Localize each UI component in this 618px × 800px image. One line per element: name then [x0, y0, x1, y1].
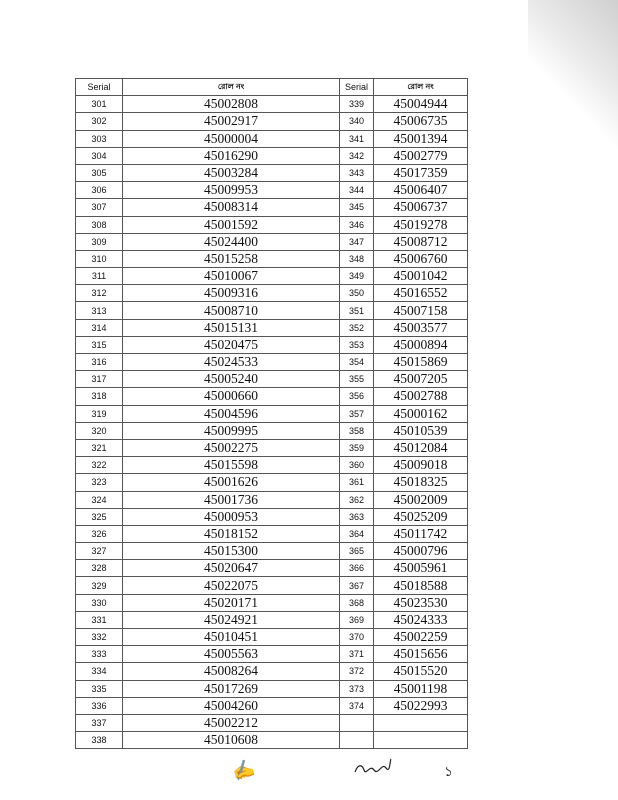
roll-cell: 45015300: [123, 543, 340, 560]
roll-cell: 45003577: [374, 319, 468, 336]
roll-cell: 45023530: [374, 594, 468, 611]
serial-cell: 358: [340, 422, 374, 439]
roll-cell: 45001736: [123, 491, 340, 508]
serial-cell: 303: [76, 130, 123, 147]
roll-header: রোল নং: [123, 79, 340, 96]
serial-cell: 360: [340, 457, 374, 474]
serial-cell: 373: [340, 680, 374, 697]
roll-cell: 45024533: [123, 354, 340, 371]
signature-1: ✍: [229, 756, 258, 785]
roll-cell: 45018588: [374, 577, 468, 594]
roll-cell: 45003284: [123, 164, 340, 181]
serial-cell: 333: [76, 646, 123, 663]
roll-cell: 45000796: [374, 543, 468, 560]
serial-cell: 372: [340, 663, 374, 680]
roll-cell: 45017269: [123, 680, 340, 697]
table-row: [76, 422, 468, 439]
roll-cell: 45020171: [123, 594, 340, 611]
roll-cell: 45009953: [123, 182, 340, 199]
table-row: [76, 680, 468, 697]
serial-cell: 328: [76, 560, 123, 577]
serial-cell: 324: [76, 491, 123, 508]
serial-cell: 313: [76, 302, 123, 319]
table-row: [76, 164, 468, 181]
roll-cell: 45006737: [374, 199, 468, 216]
serial-cell: 367: [340, 577, 374, 594]
serial-cell: 366: [340, 560, 374, 577]
serial-cell: 325: [76, 508, 123, 525]
roll-cell: 45006735: [374, 113, 468, 130]
serial-cell: 318: [76, 388, 123, 405]
table-row: [76, 491, 468, 508]
roll-cell: 45009018: [374, 457, 468, 474]
roll-cell: 45008712: [374, 233, 468, 250]
roll-cell: 45001198: [374, 680, 468, 697]
roll-cell: 45018152: [123, 525, 340, 542]
table-row: [76, 508, 468, 525]
serial-cell: 350: [340, 285, 374, 302]
serial-cell: 364: [340, 525, 374, 542]
serial-cell: [340, 714, 374, 731]
table-row: [76, 388, 468, 405]
roll-cell: 45002779: [374, 147, 468, 164]
serial-cell: 369: [340, 611, 374, 628]
table-row: [76, 405, 468, 422]
roll-cell: 45022993: [374, 697, 468, 714]
serial-cell: 319: [76, 405, 123, 422]
roll-cell: 45000953: [123, 508, 340, 525]
serial-cell: 331: [76, 611, 123, 628]
roll-cell: 45005563: [123, 646, 340, 663]
serial-cell: 323: [76, 474, 123, 491]
serial-cell: 359: [340, 439, 374, 456]
table-row: [76, 371, 468, 388]
table-row: [76, 285, 468, 302]
roll-cell: [374, 732, 468, 749]
roll-cell: 45000162: [374, 405, 468, 422]
serial-cell: 370: [340, 629, 374, 646]
serial-header: Serial: [76, 79, 123, 96]
table-row: [76, 250, 468, 267]
table-row: [76, 663, 468, 680]
roll-cell: 45008264: [123, 663, 340, 680]
roll-cell: 45002259: [374, 629, 468, 646]
roll-cell: 45010608: [123, 732, 340, 749]
table-row: [76, 268, 468, 285]
table-row: [76, 336, 468, 353]
serial-cell: 308: [76, 216, 123, 233]
roll-cell: 45015598: [123, 457, 340, 474]
table-row: [76, 439, 468, 456]
serial-cell: 330: [76, 594, 123, 611]
serial-cell: 317: [76, 371, 123, 388]
serial-cell: 356: [340, 388, 374, 405]
serial-cell: 335: [76, 680, 123, 697]
roll-cell: 45002808: [123, 96, 340, 113]
table-row: [76, 525, 468, 542]
roll-cell: 45015258: [123, 250, 340, 267]
serial-cell: 339: [340, 96, 374, 113]
table-row: [76, 646, 468, 663]
table-row: [76, 577, 468, 594]
serial-cell: 312: [76, 285, 123, 302]
roll-cell: 45024333: [374, 611, 468, 628]
serial-cell: 320: [76, 422, 123, 439]
roll-table: [75, 78, 468, 749]
roll-cell: 45020475: [123, 336, 340, 353]
roll-cell: 45011742: [374, 525, 468, 542]
serial-cell: 352: [340, 319, 374, 336]
table-row: [76, 714, 468, 731]
roll-cell: 45002917: [123, 113, 340, 130]
serial-cell: 354: [340, 354, 374, 371]
table-row: [76, 199, 468, 216]
roll-cell: 45006760: [374, 250, 468, 267]
page-number: ১: [444, 764, 454, 780]
table-row: [76, 216, 468, 233]
table-row: [76, 629, 468, 646]
serial-cell: 316: [76, 354, 123, 371]
table-row: [76, 594, 468, 611]
roll-cell: 45024921: [123, 611, 340, 628]
serial-cell: 309: [76, 233, 123, 250]
roll-cell: 45010067: [123, 268, 340, 285]
roll-cell: 45008314: [123, 199, 340, 216]
serial-cell: 311: [76, 268, 123, 285]
serial-cell: 351: [340, 302, 374, 319]
table-row: [76, 732, 468, 749]
roll-cell: 45015131: [123, 319, 340, 336]
serial-cell: 326: [76, 525, 123, 542]
serial-cell: 329: [76, 577, 123, 594]
table-header-row: [76, 79, 468, 96]
serial-cell: 353: [340, 336, 374, 353]
serial-cell: 327: [76, 543, 123, 560]
serial-cell: 332: [76, 629, 123, 646]
roll-cell: [374, 714, 468, 731]
roll-cell: 45015869: [374, 354, 468, 371]
roll-cell: 45005961: [374, 560, 468, 577]
serial-cell: 315: [76, 336, 123, 353]
roll-cell: 45001394: [374, 130, 468, 147]
roll-cell: 45019278: [374, 216, 468, 233]
table-row: [76, 302, 468, 319]
roll-cell: 45015656: [374, 646, 468, 663]
roll-cell: 45017359: [374, 164, 468, 181]
roll-cell: 45016290: [123, 147, 340, 164]
serial-cell: 302: [76, 113, 123, 130]
serial-cell: 343: [340, 164, 374, 181]
roll-cell: 45008710: [123, 302, 340, 319]
table-row: [76, 130, 468, 147]
serial-cell: 314: [76, 319, 123, 336]
serial-cell: 371: [340, 646, 374, 663]
roll-cell: 45007205: [374, 371, 468, 388]
serial-cell: 305: [76, 164, 123, 181]
serial-cell: 307: [76, 199, 123, 216]
serial-cell: 374: [340, 697, 374, 714]
serial-cell: 306: [76, 182, 123, 199]
roll-cell: 45004260: [123, 697, 340, 714]
serial-cell: 340: [340, 113, 374, 130]
table-row: [76, 319, 468, 336]
serial-cell: 365: [340, 543, 374, 560]
serial-cell: 349: [340, 268, 374, 285]
table-row: [76, 697, 468, 714]
table-row: [76, 354, 468, 371]
serial-cell: 301: [76, 96, 123, 113]
roll-cell: 45015520: [374, 663, 468, 680]
roll-cell: 45022075: [123, 577, 340, 594]
roll-cell: 45016552: [374, 285, 468, 302]
serial-cell: 357: [340, 405, 374, 422]
roll-cell: 45000004: [123, 130, 340, 147]
table-row: [76, 543, 468, 560]
serial-header-2: Serial: [340, 79, 374, 96]
serial-cell: 347: [340, 233, 374, 250]
roll-cell: 45001592: [123, 216, 340, 233]
roll-cell: 45009316: [123, 285, 340, 302]
serial-cell: 348: [340, 250, 374, 267]
roll-cell: 45007158: [374, 302, 468, 319]
serial-cell: 322: [76, 457, 123, 474]
roll-cell: 45000660: [123, 388, 340, 405]
roll-cell: 45025209: [374, 508, 468, 525]
roll-cell: 45002212: [123, 714, 340, 731]
serial-cell: 362: [340, 491, 374, 508]
serial-cell: 355: [340, 371, 374, 388]
roll-cell: 45009995: [123, 422, 340, 439]
table-row: [76, 182, 468, 199]
roll-cell: 45006407: [374, 182, 468, 199]
serial-cell: [340, 732, 374, 749]
table-row: [76, 474, 468, 491]
serial-cell: 337: [76, 714, 123, 731]
roll-cell: 45020647: [123, 560, 340, 577]
roll-cell: 45000894: [374, 336, 468, 353]
roll-header-2: রোল নং: [374, 79, 468, 96]
signature-2: [352, 758, 392, 778]
roll-cell: 45010539: [374, 422, 468, 439]
page-curl-shadow: [528, 0, 618, 160]
roll-cell: 45010451: [123, 629, 340, 646]
table-row: [76, 147, 468, 164]
table-row: [76, 611, 468, 628]
serial-cell: 342: [340, 147, 374, 164]
serial-cell: 346: [340, 216, 374, 233]
roll-cell: 45002009: [374, 491, 468, 508]
serial-cell: 336: [76, 697, 123, 714]
roll-cell: 45005240: [123, 371, 340, 388]
serial-cell: 363: [340, 508, 374, 525]
table-row: [76, 560, 468, 577]
roll-cell: 45001626: [123, 474, 340, 491]
table-row: [76, 96, 468, 113]
serial-cell: 304: [76, 147, 123, 164]
roll-cell: 45004596: [123, 405, 340, 422]
roll-cell: 45001042: [374, 268, 468, 285]
roll-cell: 45002275: [123, 439, 340, 456]
roll-cell: 45012084: [374, 439, 468, 456]
table-row: [76, 113, 468, 130]
serial-cell: 321: [76, 439, 123, 456]
serial-cell: 361: [340, 474, 374, 491]
table-row: [76, 457, 468, 474]
serial-cell: 338: [76, 732, 123, 749]
serial-cell: 334: [76, 663, 123, 680]
serial-cell: 341: [340, 130, 374, 147]
serial-cell: 344: [340, 182, 374, 199]
roll-cell: 45004944: [374, 96, 468, 113]
serial-cell: 345: [340, 199, 374, 216]
roll-cell: 45002788: [374, 388, 468, 405]
roll-cell: 45018325: [374, 474, 468, 491]
serial-cell: 368: [340, 594, 374, 611]
serial-cell: 310: [76, 250, 123, 267]
table-row: [76, 233, 468, 250]
roll-cell: 45024400: [123, 233, 340, 250]
